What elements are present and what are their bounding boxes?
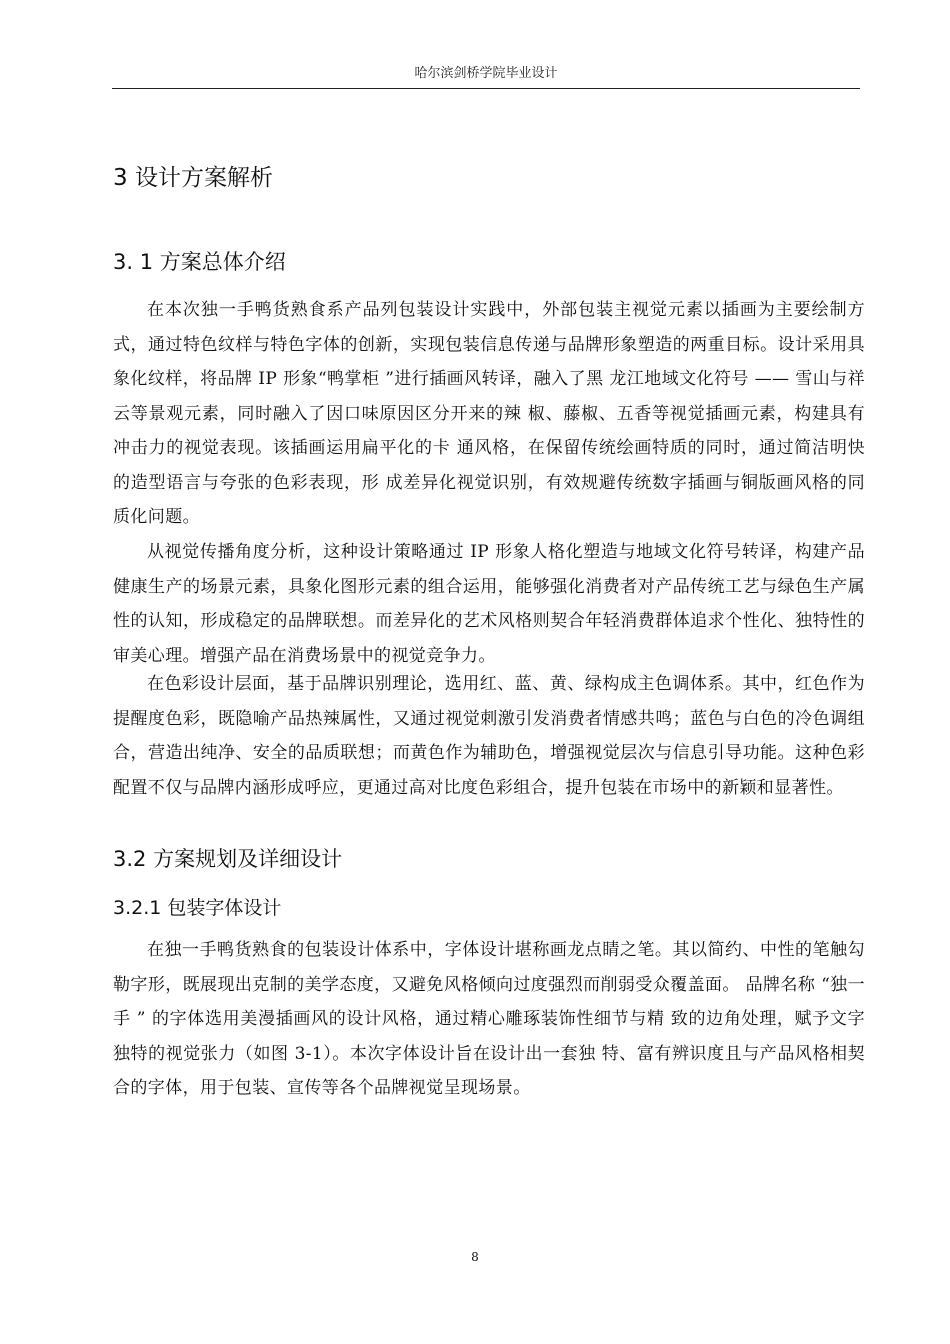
section-3-1-paragraph-3: 在色彩设计层面，基于品牌识别理论，选用红、蓝、黄、绿构成主色调体系。其中，红色作为提醒度色彩，既隐喻产品热辣属性，又通过视觉刺激引发消费者情感共鸣；蓝色与白色的冷色调组合，营造出纯净、安全的品质联想；而黄色作为辅助色，增强视觉层次与信息引导功能。这种色彩配置不仅与品牌内涵形成呼应，更通过高对比度色彩组合，提升包装在市场中的新颖和显著性。 [113,674,865,798]
page-number: 8 [471,1250,479,1264]
header-divider [112,88,860,89]
section-3-1-paragraph-2: 从视觉传播角度分析，这种设计策略通过 IP 形象人格化塑造与地域文化符号转译，构建产品健康生产的场景元素，具象化图形元素的组合运用，能够强化消费者对产品传统工艺与绿色生产属性的认知，形成稳定的品牌联想。而差异化的艺术风格则契合年轻消费群体追求个性化、独特性的审美心理。增强产品在消费场景中的视觉竞争力。 [113,542,865,666]
section-3-2-heading: 3.2 方案规划及详细设计 [113,847,343,871]
section-3-1-heading: 3. 1 方案总体介绍 [113,250,286,274]
section-3-2-1-heading: 3.2.1 包装字体设计 [113,897,282,919]
chapter-heading: 3 设计方案解析 [113,165,273,191]
running-header: 哈尔滨剑桥学院毕业设计 [414,66,558,81]
section-3-2-1-paragraph-1: 在独一手鸭货熟食的包装设计体系中，字体设计堪称画龙点睛之笔。其以简约、中性的笔触勾勒字形，既展现出克制的美学态度，又避免风格倾向过度强烈而削弱受众覆盖面。 品牌名称 “独一手 ” 的字体选用美漫插画风的设计风格，通过精心雕琢装饰性细节与精 致的边角处理，赋予文字独特的视觉张力（如图 3-1）。本次字体设计旨在设计出一套独 特、富有辨识度且与产品风格相契合的字体，用于包装、宣传等各个品牌视觉呈现场景。 [113,940,865,1098]
section-3-1-paragraph-1: 在本次独一手鸭货熟食系产品列包装设计实践中，外部包装主视觉元素以插画为主要绘制方式，通过特色纹样与特色字体的创新，实现包装信息传递与品牌形象塑造的两重目标。设计采用具象化纹样，将品牌 IP 形象“鸭掌柜 ”进行插画风转译，融入了黑 龙江地域文化符号 —— 雪山与祥云等景观元素，同时融入了因口味原因区分开来的辣 椒、藤椒、五香等视觉插画元素，构建具有冲击力的视觉表现。该插画运用扁平化的卡 通风格，在保留传统绘画特质的同时，通过简洁明快的造型语言与夸张的色彩表现，形 成差异化视觉识别，有效规避传统数字插画与铜版画风格的同质化问题。 [113,300,865,527]
